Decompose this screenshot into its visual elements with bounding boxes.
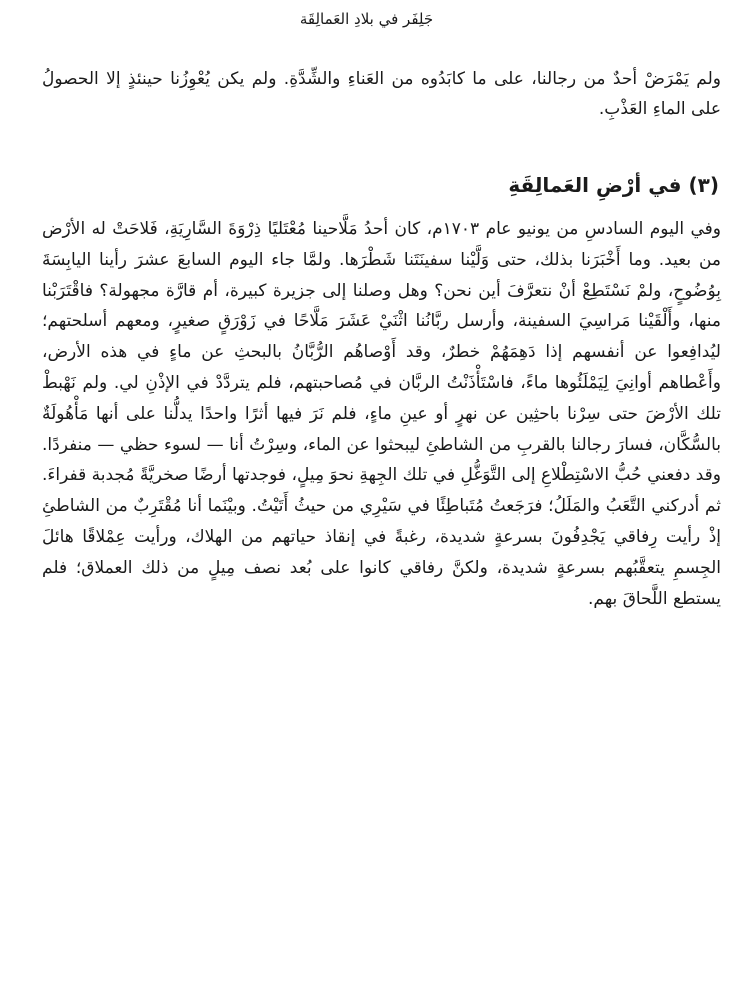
section-paragraph: وفي اليوم السادسِ من يونيو عام ١٧٠٣م، كان أحدُ مَلَّاحينا مُعْتَليًا ذِرْوَةَ السَّارِيَةِ، فَلاحَتْ له الأرْض من بعيد. وما أَخْبَرَنا بذلك، حتى وَلَّيْنا سفينَتَنا شَطْرَها. ولمَّا جاء اليوم السابعَ عشرَ رأينا اليابِسَةَ بِوُضُوحٍ، ولمْ نَسْتَطِعْ أنْ نتعرَّفَ أين نحن؟ وهل وصلنا إلى جزيرة كبيرة، أم قارَّة مجهولة؟ فاقْتَرَبْنا منها، وأَلْقَيْنا مَراسِيَ السفينة، وأرسل ربَّانُنا اثْنَيْ عَشَرَ مَلَّاحًا في زَوْرَقٍ صغيرٍ، ومعهم أسلحتهم؛ ليُدافِعوا عن أنفسهم إذا دَهِمَهُمْ خطرٌ، وقد أَوْصاهُم الرُّبَّانُ بالبحثِ عن ماءٍ في هذه الأرض، وأَعْطاهم أوانِيَ لِيَمْلَئُوها ماءً، فاسْتَأْذَنْتُ الربَّان في مُصاحبتهم، فلم يتردَّدْ في الإذْنِ لي. ولم نَهْبطْ تلك الأرْضَ حتى سِرْنا باحثِين عن نهرٍ أو عينِ ماءٍ، فلم نَرَ فيها أثرًا واحدًا يدلُّنا على أنها مَأْهُولَةٌ بالسُّكَّان، فسارَ رجالنا بالقربِ من الشاطئِ ليبحثوا عن الماء، وسِرْتُ أنا — لسوء حظي — منفردًا. وقد دفعني حُبُّ الاسْتِطْلاعِ إلى التَّوَغُّلِ في تلك الجِهةِ نحوَ مِيلٍ، فوجدتها أرضًا صخريَّةً مُجدبة قفراءَ. ثم أدركني التَّعَبُ والمَلَلُ؛ فرَجَعتُ مُتَباطِئًا في سَيْرِي من حيثُ أَتَيْتُ. وبيْنَما أنا مُقْتَرِبٌ من الشاطئِ إذْ رأيت رِفاقي يَجْدِفُونَ بسرعةٍ شديدة، رغبةً في إنقاذ حياتهم من الهلاك، ورأيت عِمْلاقًا هائلَ الجِسمِ يتعقَّبُهم بسرعةٍ شديدة، ولكنَّ رفاقي كانوا على بُعد نصف مِيلٍ من ذلك العملاق؛ فلم يستطع اللَّحاقَ بهم.: [42, 219, 721, 609]
running-header: جَلِفَر في بلادِ العَمالِقَة: [299, 10, 434, 28]
section-heading: (٣) في أرْضِ العَمالِقَةِ: [508, 173, 719, 197]
continuation-paragraph: ولم يَمْرَضْ أحدٌ من رجالنا، على ما كابَدُوه من العَناءِ والشِّدَّةِ. ولم يكن يُعْوِزُنا حينئذٍ إلا الحصولُ على الماءِ العَذْبِ.: [42, 69, 721, 119]
